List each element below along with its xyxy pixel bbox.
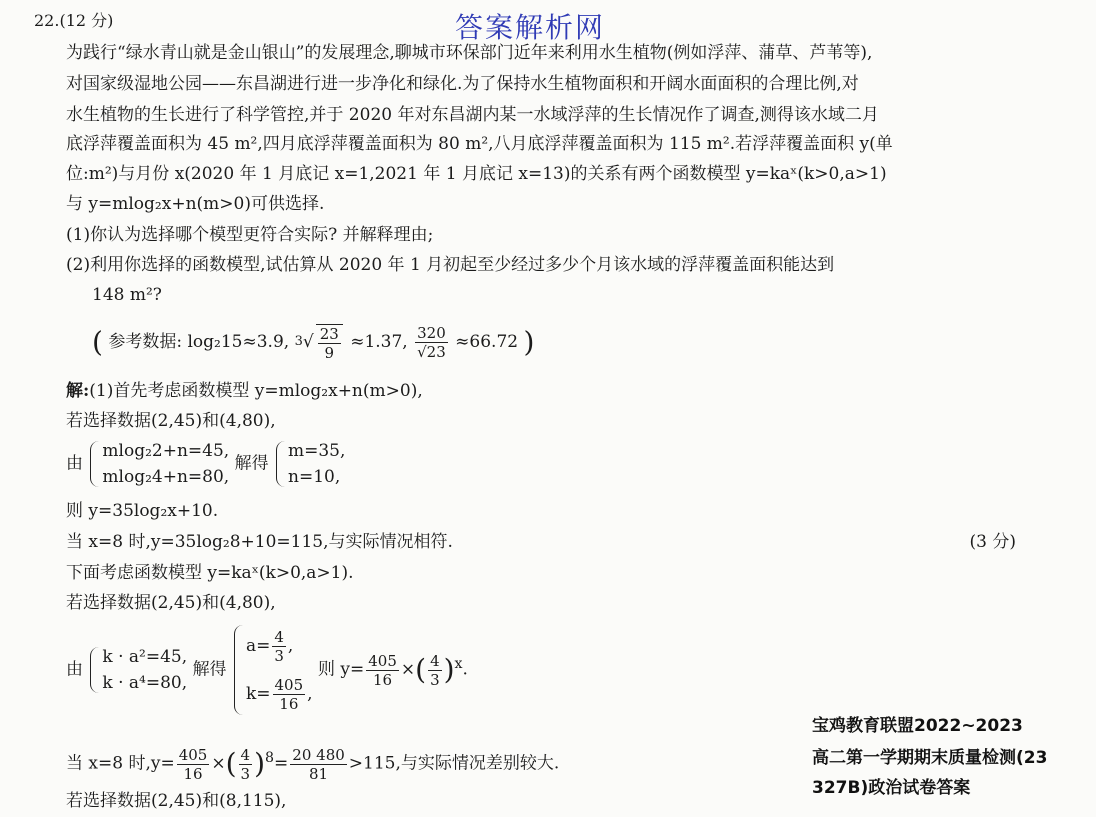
equation-system-2: k · a²=45, k · a⁴=80, <box>88 644 187 696</box>
cube-root-sign: √ <box>302 332 314 352</box>
solution-line-7: 若选择数据(2,45)和(4,80), <box>66 593 276 613</box>
solution-system-2: 由 k · a²=45, k · a⁴=80, 解得 a= $\frac{4}{3}$ , k= $\frac{405}{16}$ , 则 y= $\frac{405}{16}$ ×( $\frac{4}{3}$ )$^x$. <box>66 622 1056 718</box>
reference-fraction-value: ≈66.72 <box>455 332 519 352</box>
problem-line-5: 位:m²)与月份 x(2020 年 1 月底记 x=1,2021 年 1 月底记 x=13)的关系有两个函数模型 y=kaˣ(k>0,a>1) <box>66 164 887 184</box>
solution-line-9: 当 x=8 时,y= $\frac{405}{16}$ ×( $\frac{4}{3}$ )$^8$= $\frac{20 480}{81}$ >115,与实际情况差别较大. <box>66 745 560 783</box>
question-2-line-1: (2)利用你选择的函数模型,试估算从 2020 年 1 月初起至少经过多少个月该水域的浮萍覆盖面积能达到 <box>66 255 835 275</box>
solution-system: m=35, n=10, <box>274 438 345 490</box>
question-2-line-2: 148 m²? <box>92 285 162 305</box>
cube-root-fraction: $\frac{23}{9}$ <box>316 324 343 362</box>
footer-line-2: 高二第一学期期末质量检测(23 <box>812 748 1048 768</box>
problem-line-2: 对国家级湿地公园——东昌湖进行进一步净化和绿化.为了保持水生植物面积和开阔水面面积的合理比例,对 <box>66 74 859 94</box>
question-number: 22.(12 分) <box>34 11 114 30</box>
footer-line-1: 宝鸡教育联盟2022~2023 <box>812 716 1023 736</box>
problem-line-1: 为践行“绿水青山就是金山银山”的发展理念,聊城市环保部门近年来利用水生植物(例如浮萍、蒲草、芦苇等), <box>66 43 873 63</box>
question-1: (1)你认为选择哪个模型更符合实际? 并解释理由; <box>66 225 434 245</box>
score-badge: (3 分) <box>969 532 1016 552</box>
solution-line-4: 则 y=35log₂x+10. <box>66 501 219 521</box>
reference-label: 参考数据: <box>108 332 183 352</box>
solution-line-10: 若选择数据(2,45)和(8,115), <box>66 791 287 811</box>
problem-line-3: 水生植物的生长进行了科学管控,并于 2020 年对东昌湖内某一水域浮萍的生长情况作了调查,测得该水域二月 <box>66 105 879 125</box>
reference-fraction: $\frac{320}{√23}$ <box>417 324 446 361</box>
equation-system: mlog₂2+n=45, mlog₂4+n=80, <box>88 438 229 490</box>
problem-line-4: 底浮萍覆盖面积为 45 m²,四月底浮萍覆盖面积为 80 m²,八月底浮萍覆盖面积为 115 m².若浮萍覆盖面积 y(单 <box>66 134 893 154</box>
reference-cuberoot-value: ≈1.37, <box>350 332 408 352</box>
watermark-title: 答案解析网 <box>455 11 606 44</box>
footer-line-3: 327B)政治试卷答案 <box>812 778 971 798</box>
solution-line-6: 下面考虑函数模型 y=kaˣ(k>0,a>1). <box>66 563 354 583</box>
solution-label: 解: <box>66 381 90 401</box>
reference-log: log₂15≈3.9, <box>187 332 290 352</box>
solution-system-2-result: a= $\frac{4}{3}$ , k= $\frac{405}{16}$ , <box>232 622 313 718</box>
solution-system-1: 由 mlog₂2+n=45, mlog₂4+n=80, 解得 m=35, n=10, <box>66 438 1056 490</box>
solution-line-2: 若选择数据(2,45)和(4,80), <box>66 411 276 431</box>
reference-data: ( 参考数据: log₂15≈3.9, $^3$√ $\frac{23}{9}$ ≈1.37, $\frac{320}{√23}$ ≈66.72 ) <box>92 324 535 362</box>
solution-line-5: 当 x=8 时,y=35log₂8+10=115,与实际情况相符. (3 分) <box>66 532 1016 552</box>
problem-line-6: 与 y=mlog₂x+n(m>0)可供选择. <box>66 194 325 214</box>
solution-line-1: 解:(1)首先考虑函数模型 y=mlog₂x+n(m>0), <box>66 381 423 401</box>
